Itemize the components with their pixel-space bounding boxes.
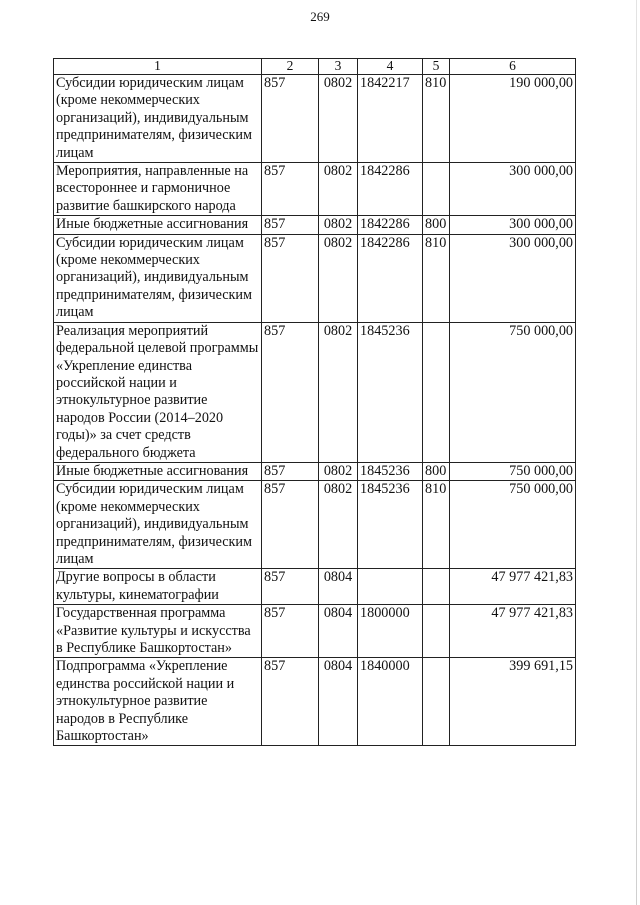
amount: 750 000,00 <box>450 481 576 569</box>
item-name: Субсидии юридическим лицам (кроме некоммерческих организаций), индивидуальным предпринимателям, физическим лицам <box>54 75 262 163</box>
item-name: Подпрограмма «Укрепление единства российской нации и этнокультурное развитие народов в Республике Башкортостан» <box>54 658 262 746</box>
grbs-code: 857 <box>262 569 319 605</box>
section-code: 0802 <box>319 462 358 480</box>
item-name: Субсидии юридическим лицам (кроме некоммерческих организаций), индивидуальным предпринимателям, физическим лицам <box>54 481 262 569</box>
table-row <box>54 481 576 569</box>
target-code: 1842286 <box>358 234 423 322</box>
section-code: 0802 <box>319 481 358 569</box>
item-name: Реализация мероприятий федеральной целевой программы «Укрепление единства российской нации и этнокультурное развитие народов России (2014–2020 годы)» за счет средств федерального бюджета <box>54 322 262 462</box>
expense-type-code <box>423 569 450 605</box>
section-code: 0802 <box>319 163 358 216</box>
header-col-5: 5 <box>423 59 450 75</box>
table-row <box>54 234 576 322</box>
amount: 300 000,00 <box>450 216 576 234</box>
target-code: 1842286 <box>358 163 423 216</box>
expense-type-code <box>423 658 450 746</box>
header-row <box>54 59 576 75</box>
header-col-6: 6 <box>450 59 576 75</box>
header-col-4: 4 <box>358 59 423 75</box>
amount: 399 691,15 <box>450 658 576 746</box>
expense-type-code: 800 <box>423 462 450 480</box>
expense-type-code: 800 <box>423 216 450 234</box>
target-code: 1845236 <box>358 462 423 480</box>
item-name: Мероприятия, направленные на всестороннее и гармоничное развитие башкирского народа <box>54 163 262 216</box>
table-row <box>54 216 576 234</box>
item-name: Государственная программа «Развитие культуры и искусства в Республике Башкортостан» <box>54 605 262 658</box>
grbs-code: 857 <box>262 481 319 569</box>
header-col-2: 2 <box>262 59 319 75</box>
section-code: 0802 <box>319 75 358 163</box>
table-row <box>54 163 576 216</box>
section-code: 0802 <box>319 216 358 234</box>
page-number: 269 <box>310 9 330 24</box>
target-code: 1842217 <box>358 75 423 163</box>
amount: 300 000,00 <box>450 163 576 216</box>
table-row <box>54 605 576 658</box>
expense-type-code: 810 <box>423 481 450 569</box>
target-code <box>358 569 423 605</box>
table-row <box>54 75 576 163</box>
target-code: 1840000 <box>358 658 423 746</box>
header-col-3: 3 <box>319 59 358 75</box>
item-name: Иные бюджетные ассигнования <box>54 462 262 480</box>
amount: 47 977 421,83 <box>450 569 576 605</box>
expense-type-code <box>423 322 450 462</box>
item-name: Иные бюджетные ассигнования <box>54 216 262 234</box>
section-code: 0804 <box>319 658 358 746</box>
target-code: 1845236 <box>358 322 423 462</box>
grbs-code: 857 <box>262 462 319 480</box>
item-name: Субсидии юридическим лицам (кроме некоммерческих организаций), индивидуальным предпринимателям, физическим лицам <box>54 234 262 322</box>
amount: 750 000,00 <box>450 322 576 462</box>
budget-table <box>53 58 576 746</box>
target-code: 1800000 <box>358 605 423 658</box>
table-row <box>54 322 576 462</box>
grbs-code: 857 <box>262 322 319 462</box>
section-code: 0802 <box>319 322 358 462</box>
target-code: 1842286 <box>358 216 423 234</box>
table-row <box>54 462 576 480</box>
scan-edge <box>636 0 637 905</box>
item-name: Другие вопросы в области культуры, кинематографии <box>54 569 262 605</box>
expense-type-code <box>423 605 450 658</box>
amount: 47 977 421,83 <box>450 605 576 658</box>
table-row <box>54 658 576 746</box>
amount: 190 000,00 <box>450 75 576 163</box>
expense-type-code: 810 <box>423 75 450 163</box>
grbs-code: 857 <box>262 234 319 322</box>
table-row <box>54 569 576 605</box>
amount: 300 000,00 <box>450 234 576 322</box>
header-col-1: 1 <box>54 59 262 75</box>
grbs-code: 857 <box>262 75 319 163</box>
section-code: 0804 <box>319 569 358 605</box>
amount: 750 000,00 <box>450 462 576 480</box>
grbs-code: 857 <box>262 216 319 234</box>
grbs-code: 857 <box>262 605 319 658</box>
target-code: 1845236 <box>358 481 423 569</box>
expense-type-code <box>423 163 450 216</box>
grbs-code: 857 <box>262 163 319 216</box>
expense-type-code: 810 <box>423 234 450 322</box>
section-code: 0802 <box>319 234 358 322</box>
grbs-code: 857 <box>262 658 319 746</box>
section-code: 0804 <box>319 605 358 658</box>
